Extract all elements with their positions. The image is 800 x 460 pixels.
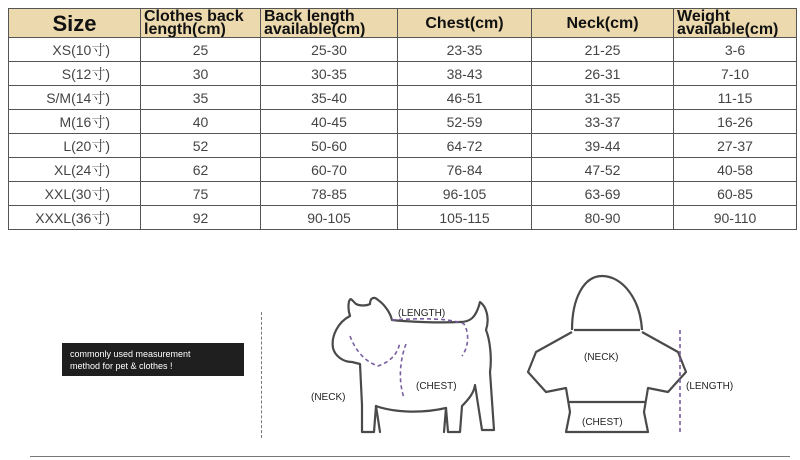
cell-clothes-back-length: 40 [141,110,261,134]
dog-length-line [392,319,468,356]
cell-back-length-available: 60-70 [261,158,398,182]
cell-weight: 90-110 [674,206,797,230]
cell-chest: 52-59 [398,110,532,134]
dog-length-label: (LENGTH) [398,308,446,319]
dog-neck-label: (NECK) [311,392,346,403]
cell-weight: 40-58 [674,158,797,182]
cell-neck: 21-25 [532,38,674,62]
cell-clothes-back-length: 62 [141,158,261,182]
cell-neck: 31-35 [532,86,674,110]
cell-neck: 33-37 [532,110,674,134]
caption-line1: commonly used measurement [70,349,191,359]
cell-back-length-available: 90-105 [261,206,398,230]
header-clothes-back-length-line2: length(cm) [144,21,226,38]
cell-clothes-back-length: 35 [141,86,261,110]
header-neck: Neck(cm) [532,9,674,38]
cell-size: XXL(30寸) [9,182,141,206]
clothes-chest-label: (CHEST) [582,417,623,428]
cell-neck: 63-69 [532,182,674,206]
cell-chest: 76-84 [398,158,532,182]
cell-neck: 47-52 [532,158,674,182]
clothes-length-label: (LENGTH) [686,381,734,392]
bottom-rule [30,456,790,457]
cell-chest: 46-51 [398,86,532,110]
cell-size: L(20寸) [9,134,141,158]
caption-line2: method for pet & clothes ! [70,361,173,371]
cell-size: S/M(14寸) [9,86,141,110]
cell-weight: 3-6 [674,38,797,62]
cell-weight: 16-26 [674,110,797,134]
cell-neck: 26-31 [532,62,674,86]
cell-clothes-back-length: 75 [141,182,261,206]
cell-size: XS(10寸) [9,38,141,62]
cell-back-length-available: 40-45 [261,110,398,134]
cell-back-length-available: 25-30 [261,38,398,62]
cell-size: XXXL(36寸) [9,206,141,230]
cell-weight: 7-10 [674,62,797,86]
cell-size: XL(24寸) [9,158,141,182]
cell-size: S(12寸) [9,62,141,86]
cell-chest: 38-43 [398,62,532,86]
cell-back-length-available: 35-40 [261,86,398,110]
cell-clothes-back-length: 52 [141,134,261,158]
cell-chest: 105-115 [398,206,532,230]
cell-weight: 27-37 [674,134,797,158]
cell-chest: 64-72 [398,134,532,158]
hood-outline [572,276,642,330]
cell-neck: 39-44 [532,134,674,158]
header-clothes-back-length-line1: Clothes back [144,8,244,25]
header-size: Size [9,9,141,38]
cell-clothes-back-length: 25 [141,38,261,62]
cell-size: M(16寸) [9,110,141,134]
header-weight-line1: Weight [677,8,731,25]
cell-back-length-available: 50-60 [261,134,398,158]
header-chest: Chest(cm) [398,9,532,38]
cell-weight: 60-85 [674,182,797,206]
cell-chest: 96-105 [398,182,532,206]
header-weight-line2: available(cm) [677,21,779,38]
dog-chest-line [400,344,406,398]
header-back-length-available-line2: available(cm) [264,21,366,38]
cell-back-length-available: 30-35 [261,62,398,86]
dog-chest-label: (CHEST) [416,381,457,392]
cell-clothes-back-length: 92 [141,206,261,230]
cell-neck: 80-90 [532,206,674,230]
cell-weight: 11-15 [674,86,797,110]
cell-back-length-available: 78-85 [261,182,398,206]
cell-clothes-back-length: 30 [141,62,261,86]
clothes-neck-label: (NECK) [584,352,619,363]
header-back-length-available-line1: Back length [264,8,355,25]
dog-neck-line [350,336,400,366]
cell-chest: 23-35 [398,38,532,62]
